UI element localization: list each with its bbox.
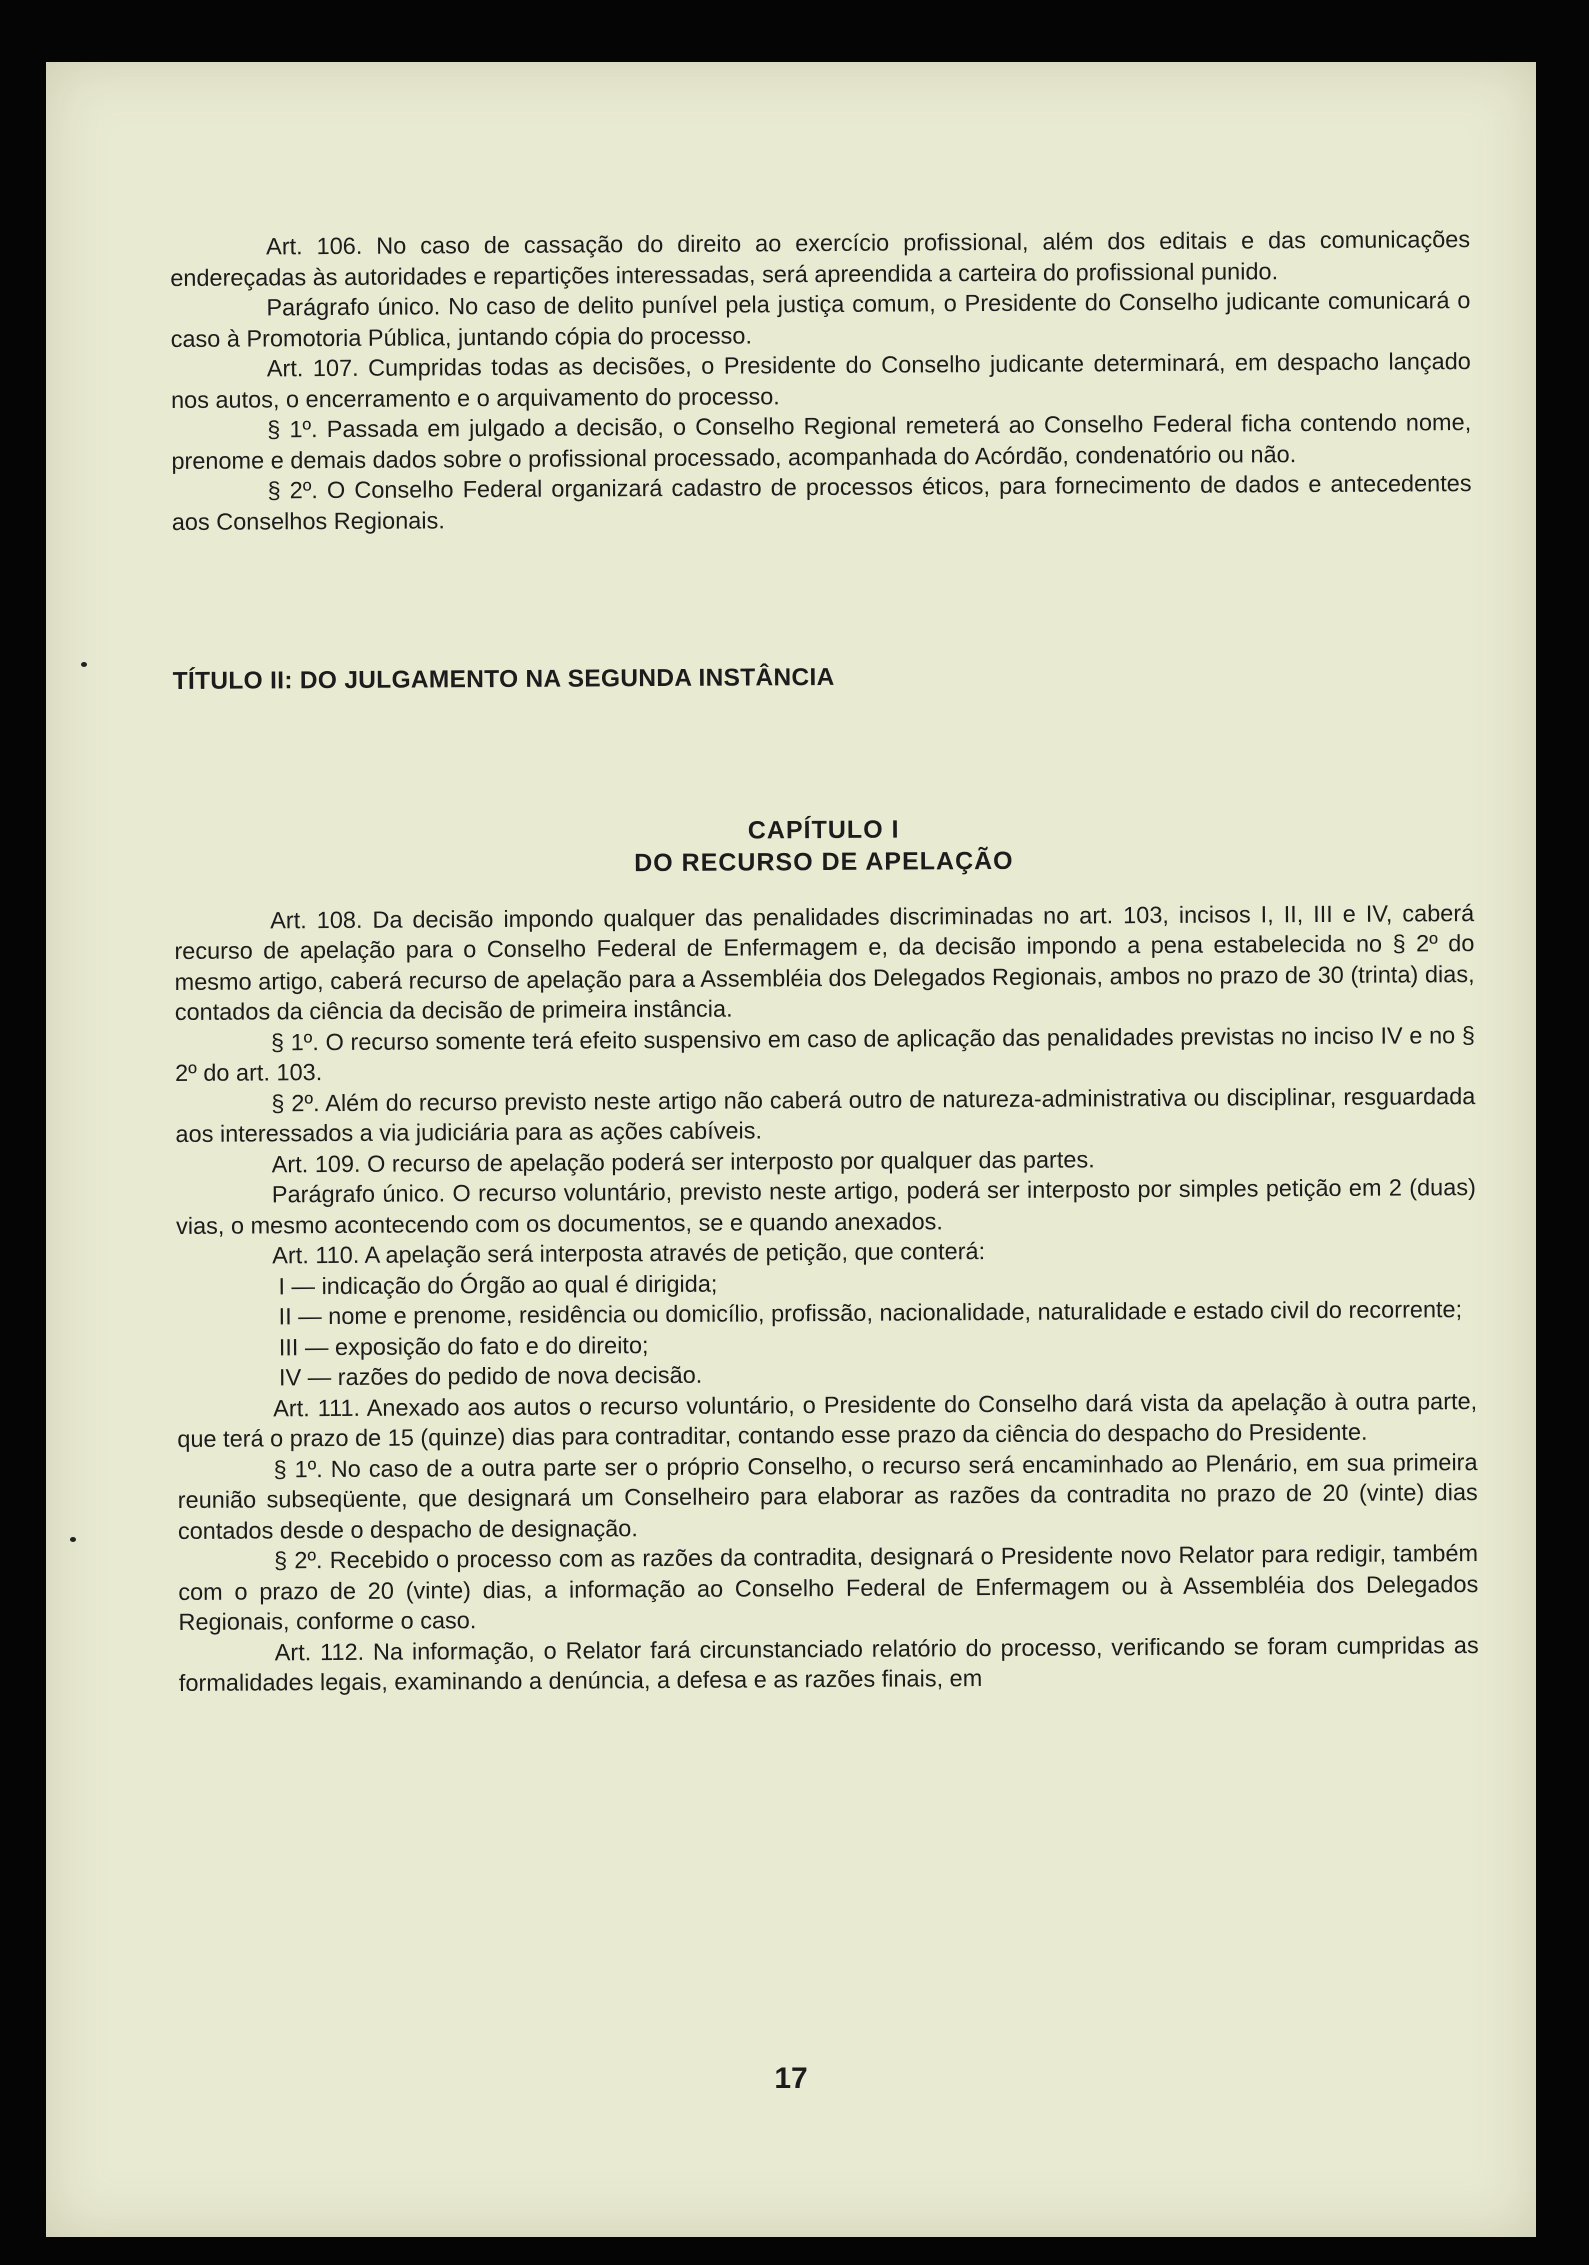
- paragraph-art-109: Art. 109. O recurso de apelação poderá ser interposto por qualquer das partes.: [271, 1145, 1095, 1177]
- paragraph-art-111-s2: § 2º. Recebido o processo com as razões da contradita, designará o Presidente novo Relator para redigir, também com o prazo de 20 (vinte) dias, a informação ao Conselho Federal de Enfermagem ou à Assembléia dos Delegados Regionais, conforme o caso.: [178, 1540, 1479, 1635]
- list-item: IV — razões do pedido de nova decisão.: [278, 1361, 703, 1391]
- paragraph-art-111: Art. 111. Anexado aos autos o recurso voluntário, o Presidente do Conselho dará vista da apelação à outra parte, que terá o prazo de 15 (quinze) dias para contraditar, contando esse prazo da ciência do despacho do Presidente.: [177, 1387, 1478, 1452]
- section-title: TÍTULO II: DO JULGAMENTO NA SEGUNDA INSTÂNCIA: [172, 663, 835, 695]
- paragraph-art-111-s1: § 1º. No caso de a outra parte ser o próprio Conselho, o recurso será encaminhado ao Plenário, em sua primeira reunião subseqüente, que designará um Conselheiro para elaborar as razões da contradita no prazo de 20 (vinte) dias contados desde o despacho de designação.: [177, 1448, 1478, 1544]
- page-text: [170, 224, 1479, 1698]
- paragraph-art-109-single: Parágrafo único. O recurso voluntário, previsto neste artigo, poderá ser interposto por simples petição em 2 (duas) vias, o mesmo acontecendo com os documentos, se e quando anexados.: [175, 1174, 1476, 1239]
- paper-speck: [70, 1537, 76, 1542]
- paragraph-art-107-s2: § 2º. O Conselho Federal organizará cadastro de processos éticos, para fornecimento de dados e antecedentes aos Conselhos Regionais.: [171, 470, 1472, 535]
- paper-speck: [81, 662, 87, 667]
- paragraph-single: Parágrafo único. No caso de delito punível pela justiça comum, o Presidente do Conselho judicante comunicará o caso à Promotoria Pública, juntando cópia do processo.: [170, 287, 1471, 352]
- list-item: I — indicação do Órgão ao qual é dirigida;: [278, 1270, 718, 1299]
- paragraph-art-107: Art. 107. Cumpridas todas as decisões, o Presidente do Conselho judicante determinará, em despacho lançado nos autos, o encerramento e o arquivamento do processo.: [170, 348, 1471, 413]
- paragraph-art-108-s2: § 2º. Além do recurso previsto neste artigo não caberá outro de natureza-administrativa ou disciplinar, resguardada aos interessados a via judiciária para as ações cabíveis.: [175, 1082, 1476, 1147]
- document-page: [46, 62, 1536, 2237]
- chapter-number: CAPÍTULO I: [747, 815, 900, 844]
- chapter-name: DO RECURSO DE APELAÇÃO: [634, 846, 1014, 877]
- paragraph-art-108: Art. 108. Da decisão impondo qualquer das penalidades discriminadas no art. 103, incisos I, II, III e IV, caberá recurso de apelação para o Conselho Federal de Enfermagem e, da decisão impondo a pena estabelecida no § 2º do mesmo artigo, caberá recurso de apelação para a Assembléia dos Delegados Regionais, ambos no prazo de 30 (trinta) dias, contados da ciência da decisão de primeira instância.: [174, 899, 1475, 1025]
- paragraph-art-107-s1: § 1º. Passada em julgado a decisão, o Conselho Regional remeterá ao Conselho Federal ficha contendo nome, prenome e demais dados sobre o profissional processado, acompanhada do Acórdão, condenatório ou não.: [171, 409, 1472, 474]
- list-item: II — nome e prenome, residência ou domicílio, profissão, nacionalidade, naturalidade e estado civil do recorrente;: [278, 1296, 1463, 1330]
- paragraph-art-108-s1: § 1º. O recurso somente terá efeito suspensivo em caso de aplicação das penalidades previstas no inciso IV e no § 2º do art. 103.: [175, 1021, 1476, 1086]
- paragraph-art-106: Art. 106. No caso de cassação do direito ao exercício profissional, além dos editais e das comunicações endereçadas às autoridades e repartições interessadas, será apreendida a carteira do profissional punido.: [170, 226, 1471, 291]
- paragraph-art-110: Art. 110. A apelação será interposta através de petição, que conterá:: [272, 1238, 986, 1269]
- paragraph-art-112: Art. 112. Na informação, o Relator fará circunstanciado relatório do processo, verificando se foram cumpridas as formalidades legais, examinando a denúncia, a defesa e as razões finais, em: [178, 1631, 1479, 1696]
- page-number: 17: [774, 2062, 808, 2095]
- list-item: III — exposição do fato e do direito;: [278, 1331, 649, 1360]
